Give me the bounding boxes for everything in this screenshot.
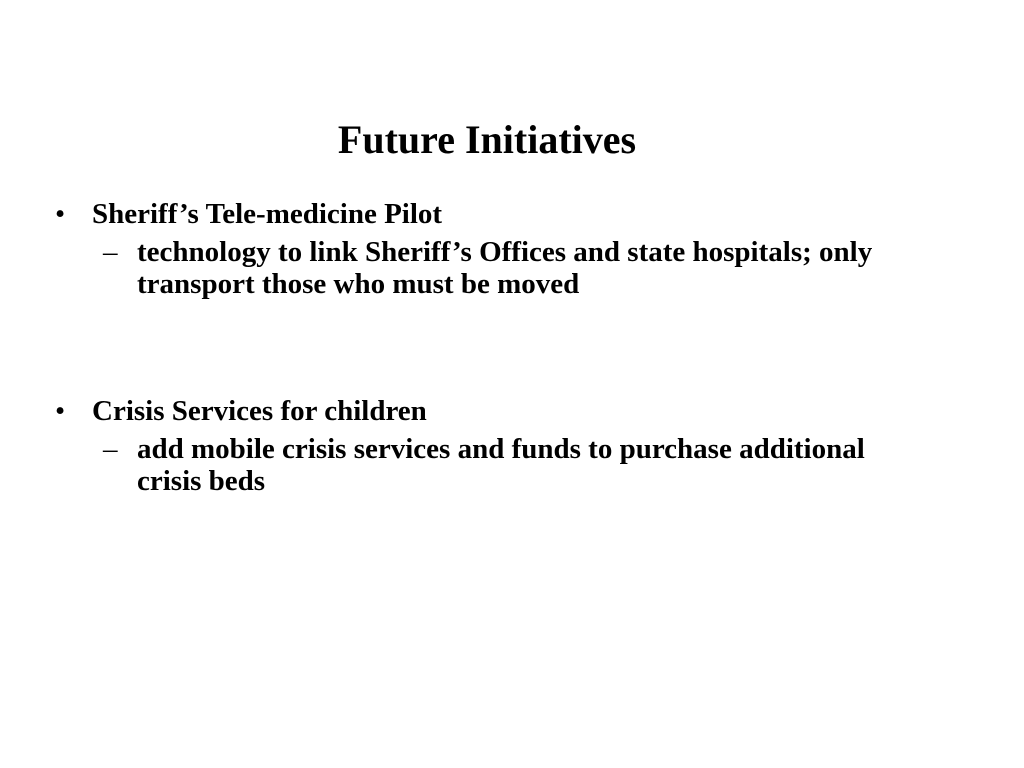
dash-icon: – [103,236,118,268]
bullet-dot-icon: • [55,395,66,427]
bullet-item-crisis-services [55,391,955,497]
bullet-row [55,391,955,431]
bullet-text: Crisis Services for children [92,395,427,427]
dash-icon: – [103,433,118,465]
bullet-dot-icon: • [55,198,66,230]
sub-bullet-text: add mobile crisis services and funds to purchase additional crisis beds [137,433,865,497]
bullet-item-telemedicine [55,194,955,300]
sub-bullet-row [55,433,955,497]
slide-title: Future Initiatives [337,117,637,162]
sub-bullet-text: technology to link Sheriff’s Offices and state hospitals; only transport those who must be moved [137,236,873,300]
bullet-row [55,194,955,234]
sub-bullet-row [55,236,955,300]
bullet-text: Sheriff’s Tele-medicine Pilot [92,198,443,230]
